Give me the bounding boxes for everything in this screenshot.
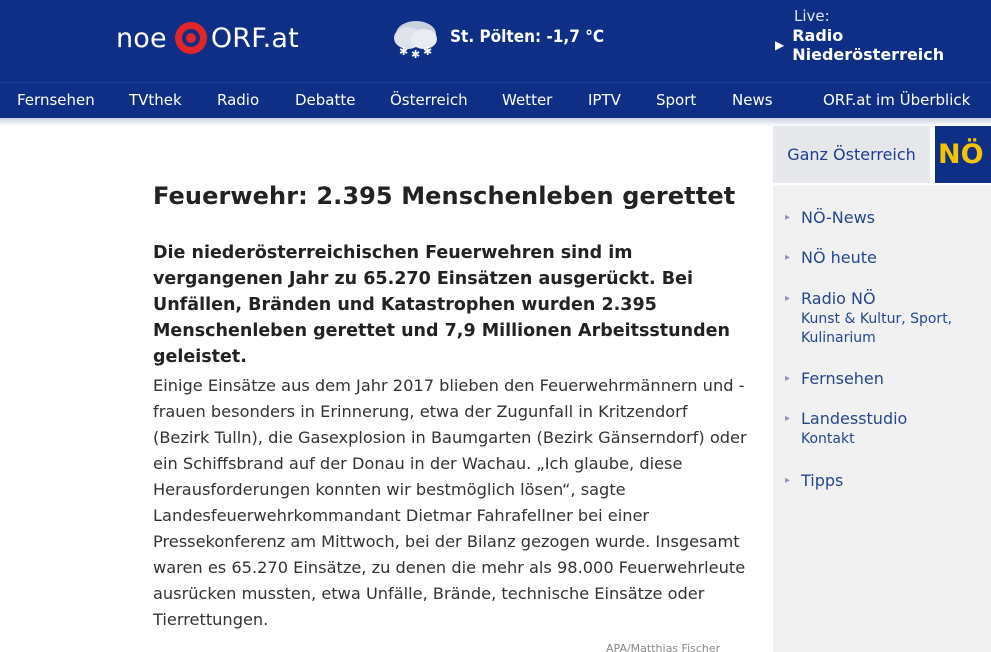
orf-eye-icon [175,22,207,54]
arrow-right-icon: ▸ [785,373,791,384]
tab-ganz-oesterreich[interactable]: Ganz Österreich [773,126,930,183]
arrow-right-icon: ▸ [785,252,791,263]
sidebar-item-label: NÖ-News [801,208,876,227]
nav-item-news[interactable]: News [732,91,773,109]
article-body: Einige Einsätze aus dem Jahr 2017 blieben den Feuerwehrmännern und -frauen besonders in Erinnerung, etwa der Zugunfall in Kritzendorf (Bezirk Tulln), die Gasexplosion in Baumgarten (Bezirk Gänserndorf) oder ein Schiffsbrand auf der Donau in der Wachau. „Ich glaube, diese Herausforderungen konnten wir bestmöglich lösen“, sagte Landesfeuerwehrkommandant Dietmar Fahrafellner bei einer Pressekonferenz am Mittwoch, bei der Bilanz gezogen wurde. Insgesamt waren es 65.270 Einsätze, zu denen die mehr als 98.000 Feuerwehrleute ausrücken mussten, etwa Unfälle, Brände, technische Einsätze oder Tierrettungen. [153,376,747,629]
nav-shadow [0,118,991,126]
nav-item-oesterreich[interactable]: Österreich [390,91,468,109]
sidebar-item-noe-heute[interactable] [801,248,877,267]
site-header [0,0,991,82]
live-radio [775,7,991,64]
sidebar-item-sub: Kontakt [801,431,855,447]
live-radio-link[interactable] [775,26,991,64]
article-title: Feuerwehr: 2.395 Menschenleben gerettet [153,182,736,210]
weather-location-temp: St. Pölten: -1,7 °C [450,27,605,47]
arrow-right-icon: ▸ [785,413,791,424]
play-icon: ▶ [775,38,785,52]
sidebar-item-label: NÖ heute [801,248,877,267]
image-credit: APA/Matthias Fischer [606,642,721,652]
sidebar-item-label: Tipps [801,471,844,490]
live-label: Live: [794,7,830,25]
tab-noe[interactable]: NÖ [935,126,991,183]
arrow-right-icon: ▸ [785,475,791,486]
nav-item-orf-overview[interactable]: ORF.at im Überblick [823,91,971,109]
nav-item-sport[interactable]: Sport [656,91,697,109]
sidebar-item-label: Fernsehen [801,369,884,388]
sidebar-item-noe-news[interactable] [801,208,875,227]
orf-logo-link[interactable] [116,18,299,58]
sidebar [773,126,991,652]
sidebar-item-fernsehen[interactable] [801,369,884,388]
svg-text:✱: ✱ [423,45,433,58]
nav-item-iptv[interactable]: IPTV [588,91,621,109]
nav-item-radio[interactable]: Radio [217,91,260,109]
arrow-right-icon: ▸ [785,212,791,223]
snow-cloud-icon [388,14,444,60]
nav-item-debatte[interactable]: Debatte [295,91,356,109]
nav-item-fernsehen[interactable]: Fernsehen [17,91,95,109]
live-station: Radio Niederösterreich [792,26,945,64]
svg-text:✱: ✱ [411,48,421,60]
logo-prefix: noe [116,22,167,54]
sidebar-item-label: Radio NÖ [801,289,876,308]
nav-item-wetter[interactable]: Wetter [502,91,553,109]
sidebar-item-sub: Kunst & Kultur, Sport, Kulinarium [801,311,953,346]
main-nav [0,82,991,118]
sidebar-item-landesstudio[interactable] [801,409,907,449]
arrow-right-icon: ▸ [785,293,791,304]
weather-widget[interactable] [388,14,604,60]
sidebar-item-label: Landesstudio [801,409,908,428]
sidebar-item-radio-noe[interactable] [801,289,981,348]
sidebar-item-tipps[interactable] [801,471,843,490]
logo-suffix: ORF.at [210,22,299,54]
nav-item-tvthek[interactable]: TVthek [129,91,182,109]
article-lead: Die niederösterreichischen Feuerwehren sind im vergangenen Jahr zu 65.270 Einsätzen ausgerückt. Bei Unfällen, Bränden und Katastrophen wurden 2.395 Menschenleben gerettet und 7,9 Millionen Arbeitsstunden geleistet. [153,243,730,367]
svg-text:✱: ✱ [399,45,409,58]
sidebar-menu [773,183,991,652]
